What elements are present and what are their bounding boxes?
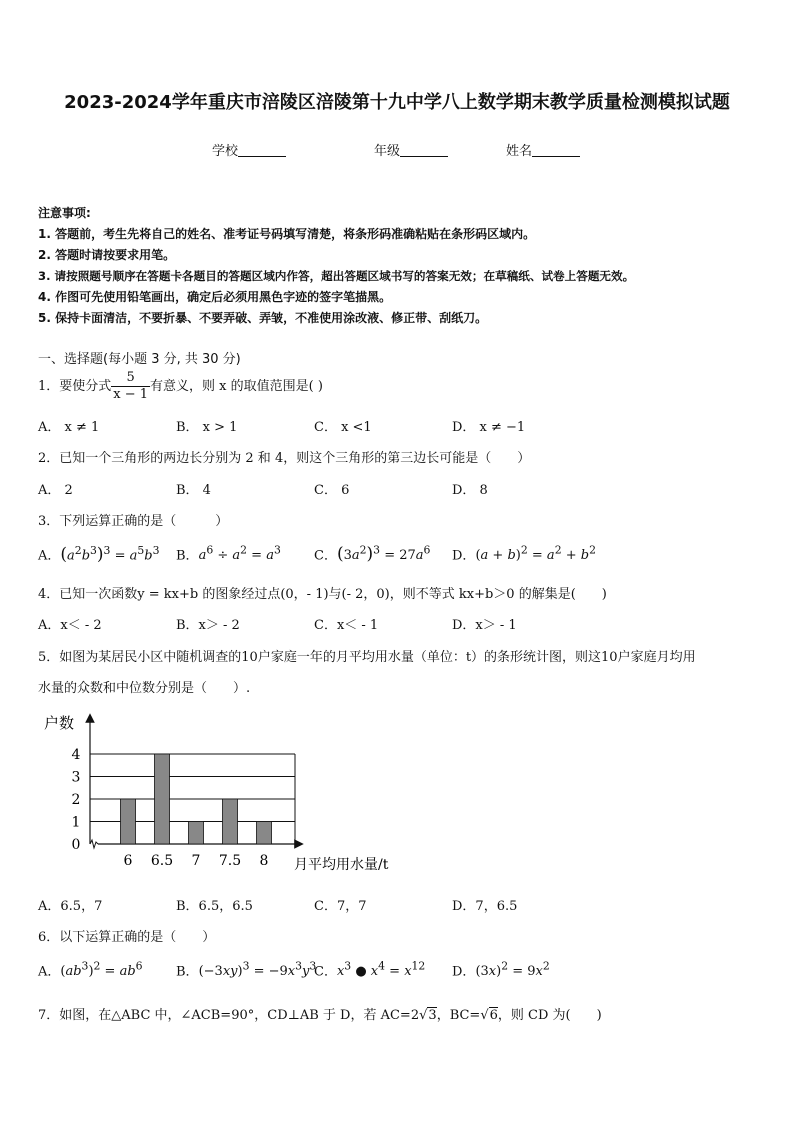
q4-option-d[interactable]: D．x＞ - 1 (452, 618, 517, 633)
question-6: 6．以下运算正确的是（ ） (38, 930, 216, 945)
bar (155, 754, 170, 844)
math-expression: $x^3$ ● $x^4 = x^{12}$ (336, 960, 426, 980)
q5-option-b[interactable]: B．6.5，6.5 (176, 899, 253, 914)
notice-block (38, 203, 778, 329)
q2-option-a[interactable]: A． 2 (38, 483, 73, 498)
bar (223, 799, 238, 844)
y-tick-label: 1 (71, 814, 81, 831)
math-expression: $(3x)^2 = 9x^2$ (475, 960, 550, 980)
q4-option-b[interactable]: B．x＞ - 2 (176, 618, 240, 633)
q2-option-b[interactable]: B． 4 (176, 483, 211, 498)
x-tick-label: 7.5 (218, 853, 242, 869)
x-tick-label: 6 (123, 853, 133, 869)
section-heading: 一、选择题(每小题 3 分, 共 30 分) (38, 352, 241, 367)
q6-option-c[interactable]: C．$x^3$ ● $x^4 = x^{12}$ (314, 960, 426, 980)
question-7: 7．如图，在△ABC 中，∠ACB=90°，CD⊥AB 于 D，若 AC=2√3，BC=√6，则 CD 为( ) (38, 1008, 602, 1023)
y-tick-label: 2 (71, 792, 81, 808)
bar (257, 822, 272, 845)
q4-option-a[interactable]: A．x＜ - 2 (38, 618, 102, 633)
question-2: 2．已知一个三角形的两边长分别为 2 和 4，则这个三角形的第三边长可能是（ ） (38, 451, 531, 466)
q3-option-b[interactable]: B．$a^6 \div a^2 = a^3$ (176, 544, 281, 564)
fraction: $\frac{5}{x - 1}$ (113, 370, 149, 402)
grade-field: 年级 (374, 140, 448, 159)
bar (189, 822, 204, 845)
sqrt-symbol: √ (419, 1008, 428, 1023)
q3-option-d[interactable]: D．$(a + b)^2 = a^2 + b^2$ (452, 544, 596, 564)
q6-option-d[interactable]: D．$(3x)^2 = 9x^2$ (452, 960, 550, 980)
axis-break-mark (90, 840, 98, 848)
notice-item: 1. 答题前，考生先将自己的姓名、准考证号码填写清楚，将条形码准确粘贴在条形码区域内。 (38, 227, 536, 241)
notice-item: 4. 作图可先使用铅笔画出，确定后必须用黑色字迹的签字笔描黑。 (38, 290, 392, 304)
x-tick-label: 6.5 (150, 853, 174, 869)
math-expression: ( (60, 544, 68, 565)
name-blank[interactable] (532, 144, 580, 157)
q1-option-d[interactable]: D． x ≠ −1 (452, 420, 526, 435)
q3-option-a[interactable]: A．$(a^2b^3)^3 = a^5b^3$ (38, 544, 160, 565)
x-tick-label: 7 (191, 853, 201, 869)
math-expression: $(3a^2)^3 = 27a^6$ (336, 544, 431, 565)
notice-heading: 注意事项: (38, 206, 91, 220)
q3-option-c[interactable]: C．$(3a^2)^3 = 27a^6$ (314, 544, 431, 565)
notice-item: 2. 答题时请按要求用笔。 (38, 248, 176, 262)
q5-option-d[interactable]: D．7，6.5 (452, 899, 518, 914)
y-tick-label: 3 (71, 769, 81, 786)
question-4: 4．已知一次函数y = kx+b 的图象经过点(0，- 1)与(- 2，0)，则不等式 kx+b＞0 的解集是( ) (38, 587, 607, 602)
page-title: 2023-2024学年重庆市涪陵区涪陵第十九中学八上数学期末教学质量检测模拟试题 (64, 92, 730, 113)
bar (121, 799, 136, 844)
water-usage-bar-chart (40, 708, 400, 883)
question-5-line-1: 5．如图为某居民小区中随机调查的10户家庭一年的月平均用水量（单位：t）的条形统计图，则这10户家庭月均用 (38, 650, 696, 665)
school-field: 学校 (212, 140, 286, 159)
y-axis-label: 户数 (44, 714, 75, 732)
q2-option-d[interactable]: D． 8 (452, 483, 488, 498)
q1-option-b[interactable]: B． x > 1 (176, 420, 238, 435)
y-tick-label: 4 (71, 747, 81, 763)
math-expression: $(a + b)^2 = a^2 + b^2$ (475, 544, 596, 564)
x-tick-label: 8 (259, 853, 269, 869)
question-1: 1．要使分式 $\frac{5}{x - 1}$ 有意义，则 x 的取值范围是( ) (38, 370, 323, 402)
q5-option-a[interactable]: A．6.5，7 (38, 899, 103, 914)
school-blank[interactable] (238, 144, 286, 157)
q5-option-c[interactable]: C．7，7 (314, 899, 367, 914)
question-5-line-2: 水量的众数和中位数分别是（ ）. (38, 681, 251, 696)
question-3: 3．下列运算正确的是（ ） (38, 514, 229, 529)
y-tick-label: 0 (71, 837, 81, 853)
math-expression: $(ab^3)^2 = ab^6$ (60, 960, 143, 980)
sqrt-symbol: √ (480, 1008, 489, 1023)
math-expression: $(-3xy)^3 = -9x^3y^3$ (198, 960, 317, 980)
name-field: 姓名 (506, 140, 580, 159)
grade-blank[interactable] (400, 144, 448, 157)
q4-option-c[interactable]: C．x＜ - 1 (314, 618, 379, 633)
q2-option-c[interactable]: C． 6 (314, 483, 350, 498)
notice-item: 3. 请按照题号顺序在答题卡各题目的答题区域内作答，超出答题区域书写的答案无效；在草稿纸、试卷上答题无效。 (38, 269, 635, 283)
math-expression: $a^6 \div a^2 = a^3$ (198, 544, 281, 564)
q1-option-a[interactable]: A． x ≠ 1 (38, 420, 100, 435)
x-axis-label: 月平均用水量/t (294, 857, 389, 873)
q1-option-c[interactable]: C． x <1 (314, 420, 372, 435)
q6-option-b[interactable]: B．$(-3xy)^3 = -9x^3y^3$ (176, 960, 317, 980)
q6-option-a[interactable]: A．$(ab^3)^2 = ab^6$ (38, 960, 143, 980)
notice-item: 5. 保持卡面清洁，不要折暴、不要弄破、弄皱，不准使用涂改液、修正带、刮纸刀。 (38, 311, 488, 325)
